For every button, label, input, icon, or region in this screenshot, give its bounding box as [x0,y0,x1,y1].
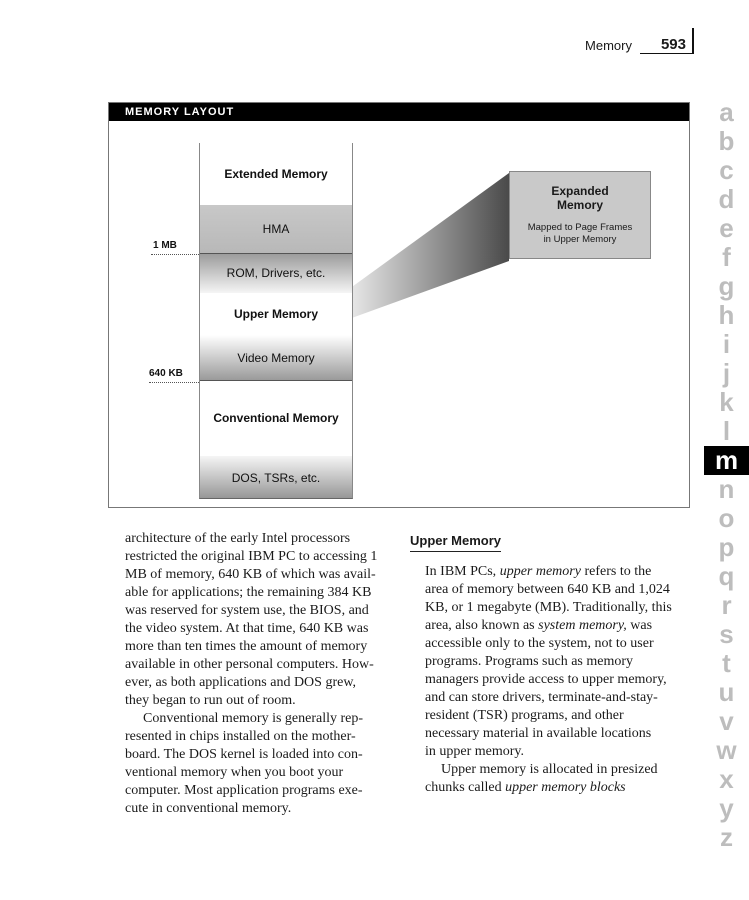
thumb-index-t[interactable]: t [722,648,731,678]
expanded-memory-box [509,171,651,259]
thumb-index-r[interactable]: r [721,590,732,620]
segment-rom-drivers: ROM, Drivers, etc. [199,253,353,293]
text-line: computer. Most application programs exe- [125,783,363,798]
text-line: cute in conventional memory. [125,801,292,816]
header-rule-horizontal [640,53,694,54]
text-line: ever, as both applications and DOS grew, [125,675,357,690]
text-line: area, also known as system memory, was [425,618,653,633]
thumb-index [704,98,749,852]
text-line: in upper memory. [425,744,525,759]
text-line: resident (TSR) programs, and other [425,708,624,723]
thumb-index-z[interactable]: z [720,822,733,852]
expanded-memory-beam [109,103,691,509]
text-line: more than ten times the amount of memory [125,639,368,654]
left-paragraph-2 [125,710,395,818]
text-line: programs. Programs such as memory [425,654,634,669]
left-column-text [125,530,395,818]
thumb-index-h[interactable]: h [718,300,735,330]
right-paragraph-2 [425,761,693,797]
thumb-index-v[interactable]: v [719,706,734,736]
figure-title: MEMORY LAYOUT [109,103,689,121]
term-upper-memory-blocks: upper memory blocks [505,780,626,795]
boundary-640kb [199,380,353,381]
address-line-640kb [149,382,199,383]
thumb-index-c[interactable]: c [719,155,734,185]
thumb-index-n[interactable]: n [718,474,735,504]
text-line: managers provide access to upper memory, [425,672,667,687]
text-line: was reserved for system use, the BIOS, and [125,603,369,618]
text-line: chunks called upper memory blocks [425,780,626,795]
expanded-sub-line2: in Upper Memory [543,234,617,245]
text-line: the video system. At that time, 640 KB was [125,621,369,636]
thumb-index-i[interactable]: i [722,329,731,359]
segment-conventional-memory: Conventional Memory [199,380,353,456]
thumb-index-a[interactable]: a [719,97,734,127]
segment-video-memory: Video Memory [199,335,353,380]
thumb-index-f[interactable]: f [722,242,731,272]
text-line: necessary material in available locations [425,726,652,741]
header-rule-vertical [692,28,694,54]
page-number: 593 [660,36,686,53]
expanded-title-line2: Memory [556,198,603,212]
text-line: and can store drivers, terminate-and-stay- [425,690,658,705]
text-line: they began to run out of room. [125,693,296,708]
segment-upper-memory: Upper Memory [199,293,353,335]
segment-hma: HMA [199,205,353,253]
left-paragraph-1 [125,530,395,710]
thumb-index-d[interactable]: d [718,184,735,214]
text-line: ventional memory when you boot your [125,765,344,780]
expanded-title-line1: Expanded [551,184,609,198]
thumb-index-x[interactable]: x [719,764,734,794]
text-line: able for applications; the remaining 384 KB [125,585,372,600]
thumb-index-b[interactable]: b [718,126,735,156]
text-line: MB of memory, 640 KB of which was avail- [125,567,376,582]
thumb-index-j[interactable]: j [722,358,731,388]
thumb-index-e[interactable]: e [719,213,734,243]
term-upper-memory: upper memory [499,564,581,579]
section-heading-upper-memory: Upper Memory [410,533,501,552]
term-system-memory: system memory, [538,618,627,633]
address-line-1mb [151,254,199,255]
memory-layout-figure [108,102,690,508]
text-line: KB, or 1 megabyte (MB). Traditionally, this [425,600,672,615]
expanded-sub-line1: Mapped to Page Frames [527,222,633,233]
thumb-index-q[interactable]: q [718,561,735,591]
text-line: Upper memory is allocated in presized [441,762,658,777]
text-line: available in other personal computers. How- [125,657,374,672]
thumb-index-y[interactable]: y [719,793,734,823]
thumb-index-k[interactable]: k [719,387,734,417]
address-label-640kb: 640 KB [149,368,183,379]
thumb-index-o[interactable]: o [718,503,735,533]
text-line: board. The DOS kernel is loaded into con- [125,747,363,762]
thumb-index-m-active[interactable]: m [704,446,749,475]
text-line: In IBM PCs, upper memory refers to the [425,564,652,579]
right-paragraph-1 [425,563,693,761]
address-label-1mb: 1 MB [153,240,177,251]
text-line: architecture of the early Intel processors [125,531,351,546]
text-line: area of memory between 640 KB and 1,024 [425,582,670,597]
thumb-index-w[interactable]: w [716,735,737,765]
text-line: restricted the original IBM PC to accessing 1 [125,549,378,564]
segment-dos-tsrs: DOS, TSRs, etc. [199,456,353,499]
text-line: Conventional memory is generally rep- [143,711,364,726]
thumb-index-p[interactable]: p [718,532,735,562]
running-header-title: Memory [585,38,632,53]
thumb-index-s[interactable]: s [719,619,734,649]
segment-extended-memory: Extended Memory [199,143,353,205]
running-header [560,36,694,56]
thumb-index-l[interactable]: l [722,416,731,446]
text-line: resented in chips installed on the mother- [125,729,356,744]
right-column-text [425,563,693,797]
text-line: accessible only to the system, not to user [425,636,654,651]
thumb-index-u[interactable]: u [718,677,735,707]
thumb-index-g[interactable]: g [718,271,735,301]
boundary-1mb [199,253,353,254]
